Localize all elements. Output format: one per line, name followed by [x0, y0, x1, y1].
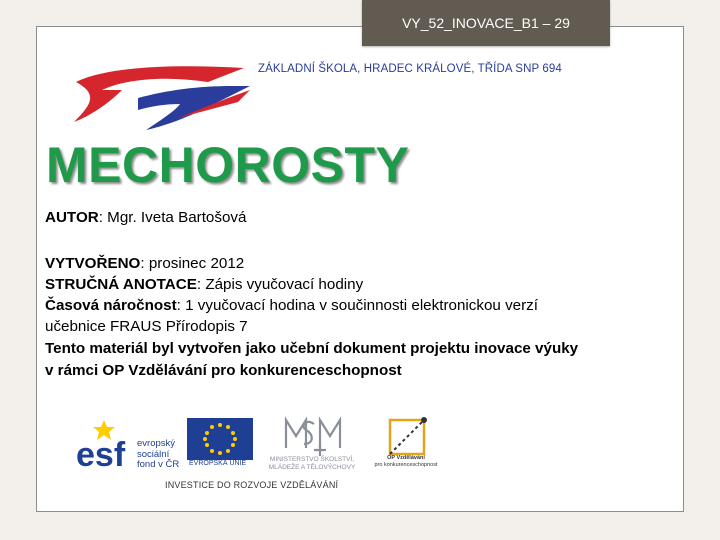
project-note-line-1: Tento materiál byl vytvořen jako učební dokument projektu inovace výuky [45, 340, 579, 357]
author-line [45, 208, 246, 229]
annotation-value: : Zápis vyučovací hodiny [196, 276, 364, 293]
project-note-line-2: v rámci OP Vzdělávání pro konkurenceschopnost [45, 362, 402, 379]
created-value: : prosinec 2012 [140, 255, 245, 272]
esf-text-line-2: sociální [137, 448, 170, 460]
investment-slogan: INVESTICE DO ROZVOJE VZDĚLÁVÁNÍ [165, 480, 339, 490]
created-line [45, 254, 244, 275]
duration-value: : 1 vyučovací hodina v součinnosti elektronickou verzí [176, 297, 538, 314]
esf-logo-icon [74, 418, 134, 474]
slide-title: MECHOROSTY [46, 137, 410, 193]
slide-code: VY_52_INOVACE_B1 – 29 [402, 15, 570, 31]
duration-label: Časová náročnost [45, 297, 177, 314]
author-label: AUTOR [45, 209, 99, 226]
msmt-text-line-2: MLÁDEŽE A TĚLOVÝCHOVY [268, 463, 356, 471]
slide-code-tab [362, 0, 610, 46]
created-label: VYTVOŘENO [45, 255, 141, 272]
op-text-line-2: pro konkurenceschopnost [374, 462, 438, 468]
school-name: ZÁKLADNÍ ŠKOLA, HRADEC KRÁLOVÉ, TŘÍDA SNP 694 [258, 63, 562, 75]
msmt-text-line-1: MINISTERSTVO ŠKOLSTVÍ, [269, 456, 355, 463]
annotation-line [45, 275, 363, 296]
duration-line-2: učebnice FRAUS Přírodopis 7 [45, 318, 248, 335]
msmt-text [258, 456, 366, 471]
op-text [370, 455, 442, 469]
author-value: : Mgr. Iveta Bartošová [98, 209, 247, 226]
annotation-label: STRUČNÁ ANOTACE [45, 276, 197, 293]
school-logo-icon [68, 60, 258, 132]
esf-text [137, 439, 179, 471]
duration-line [45, 296, 538, 317]
op-text-line-1: OP Vzdělávání [387, 455, 425, 461]
esf-mark: esf [76, 436, 126, 474]
eu-flag-icon [187, 418, 253, 460]
esf-text-line-1: evropský [137, 438, 176, 449]
eu-label: EVROPSKÁ UNIE [189, 460, 247, 467]
esf-text-line-3: fond v ČR [137, 459, 180, 470]
op-logo-icon [390, 417, 427, 454]
msmt-logo-icon [286, 420, 340, 456]
